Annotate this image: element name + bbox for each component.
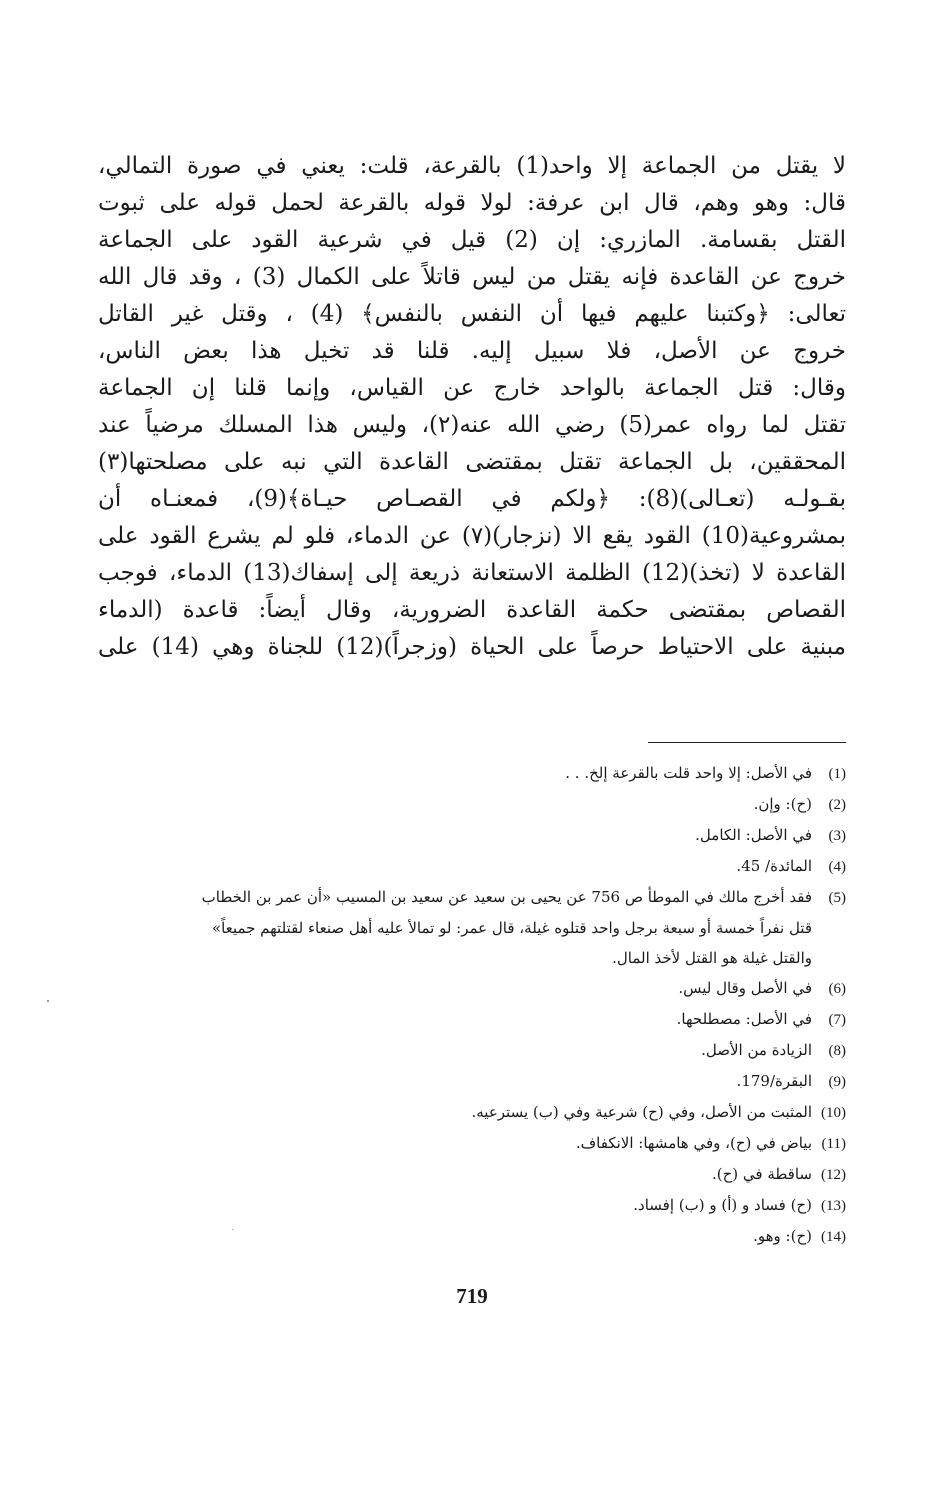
- text-line: تعالى: ﴿وكتبنا عليهم فيها أن النفس بالنفس﴾ (4) ، وقتل غير القاتل: [98, 301, 846, 327]
- footnote-text: (ح) فساد و (أ) و (ب) إفساد.: [633, 1196, 812, 1214]
- text-line: خروج عن الأصل، فلا سبيل إليه. قلنا قد تخيل هذا بعض الناس،: [98, 338, 846, 364]
- footnote: [98, 1097, 846, 1128]
- footnote-number: (14): [821, 1229, 846, 1245]
- footnote-continuation: قتل نفراً خمسة أو سبعة برجل واحد قتلوه غيلة، قال عمر: لو تمالأ عليه أهل صنعاء لقتلتهم جميعاً»: [211, 919, 812, 937]
- main-text-block: [98, 148, 846, 666]
- footnote: [98, 882, 846, 913]
- footnote: [98, 820, 846, 851]
- footnote-text: البقرة/179.: [736, 1072, 812, 1090]
- scan-speck: [47, 1000, 49, 1002]
- footnote-number: (8): [828, 1043, 846, 1059]
- page-number: 719: [456, 1284, 488, 1308]
- footnote-text: المثبت من الأصل، وفي (ح) شرعية وفي (ب) يسترعيه.: [471, 1103, 812, 1121]
- footnote-text: (ح): وإن.: [753, 795, 812, 813]
- footnote-number: (4): [828, 859, 846, 875]
- footnote-text: المائدة/ 45.: [736, 857, 812, 875]
- footnote-number: (9): [828, 1074, 846, 1090]
- footnote: [98, 1035, 846, 1066]
- text-line: القصاص بمقتضى حكمة القاعدة الضرورية، وقال أيضاً: قاعدة (الدماء: [98, 597, 846, 623]
- text-line: لا يقتل من الجماعة إلا واحد(1) بالقرعة، قلت: يعني في صورة التمالي،: [98, 153, 846, 179]
- footnote-number: (5): [828, 890, 846, 906]
- footnote: [98, 1004, 846, 1035]
- text-line: تقتل لما رواه عمر(5) رضي الله عنه(٢)، وليس هذا المسلك مرضياً عند: [98, 412, 846, 438]
- footnote-number: (3): [828, 828, 846, 844]
- footnote: [98, 1159, 846, 1190]
- text-line: القتل بقسامة. المازري: إن (2) قيل في شرعية القود على الجماعة: [98, 227, 846, 253]
- footnote-text: (ح): وهو.: [753, 1227, 812, 1245]
- footnote-number: (13): [821, 1198, 846, 1214]
- footnote-number: (11): [821, 1136, 846, 1152]
- footnote-text: في الأصل: مصطلحها.: [676, 1010, 812, 1028]
- footnote-continuation: والقتل غيلة هو القتل لأخذ المال.: [612, 949, 812, 967]
- text-line: القاعدة لا (تخذ)(12) الظلمة الاستعانة ذريعة إلى إسفاك(13) الدماء، فوجب: [98, 560, 846, 586]
- footnote: [98, 1190, 846, 1221]
- footnote: [98, 851, 846, 882]
- footnote-number: (12): [821, 1167, 846, 1183]
- text-line: مبنية على الاحتياط حرصاً على الحياة (وزجراً)(12) للجناة وهي (14) على: [98, 634, 846, 660]
- text-line: وقال: قتل الجماعة بالواحد خارج عن القياس، وإنما قلنا إن الجماعة: [98, 375, 846, 401]
- text-line: خروج عن القاعدة فإنه يقتل من ليس قاتلاً على الكمال (3) ، وقد قال الله: [98, 264, 846, 290]
- footnote-text: بياض في (ح)، وفي هامشها: الانكفاف.: [575, 1134, 812, 1152]
- text-line: بمشروعية(10) القود يقع الا (نزجار)(٧) عن الدماء، فلو لم يشرع القود على: [98, 523, 846, 549]
- footnote: [98, 1221, 846, 1252]
- footnote-text: فقد أخرج مالك في الموطأ ص 756 عن يحيى بن سعيد عن سعيد بن المسيب «أن عمر بن الخطاب: [201, 888, 812, 906]
- footnote: [98, 789, 846, 820]
- footnotes-block: [98, 758, 846, 1252]
- footnote-number: (2): [828, 797, 846, 813]
- footnote-text: في الأصل وقال ليس.: [678, 979, 812, 997]
- footnote-text: في الأصل: إلا واحد قلت بالقرعة إلخ. . .: [565, 764, 812, 782]
- footnote-number: (1): [828, 766, 846, 782]
- footnote: [98, 973, 846, 1004]
- footnote-number: (7): [828, 1012, 846, 1028]
- text-line: بقـولـه (تعـالى)(8): ﴿ولكم في القصـاص حيـاة﴾(9)، فمعنـاه أن: [98, 486, 846, 512]
- footnote-text: ساقطة في (ح).: [711, 1165, 812, 1183]
- footnote-text: الزيادة من الأصل.: [701, 1041, 812, 1059]
- footnote: [98, 758, 846, 789]
- footnote-text: في الأصل: الكامل.: [695, 826, 812, 844]
- text-line: المحققين، بل الجماعة تقتل بمقتضى القاعدة التي نبه على مصلحتها(٣): [98, 449, 846, 475]
- footnote-separator: [648, 742, 846, 743]
- footnote: [98, 1128, 846, 1159]
- footnote-number: (10): [821, 1105, 846, 1121]
- footnote-number: (6): [828, 981, 846, 997]
- footnote: [98, 1066, 846, 1097]
- scan-speck: [232, 1229, 233, 1230]
- text-line: قال: وهو وهم، قال ابن عرفة: لولا قوله بالقرعة لحمل قوله على ثبوت: [98, 190, 846, 216]
